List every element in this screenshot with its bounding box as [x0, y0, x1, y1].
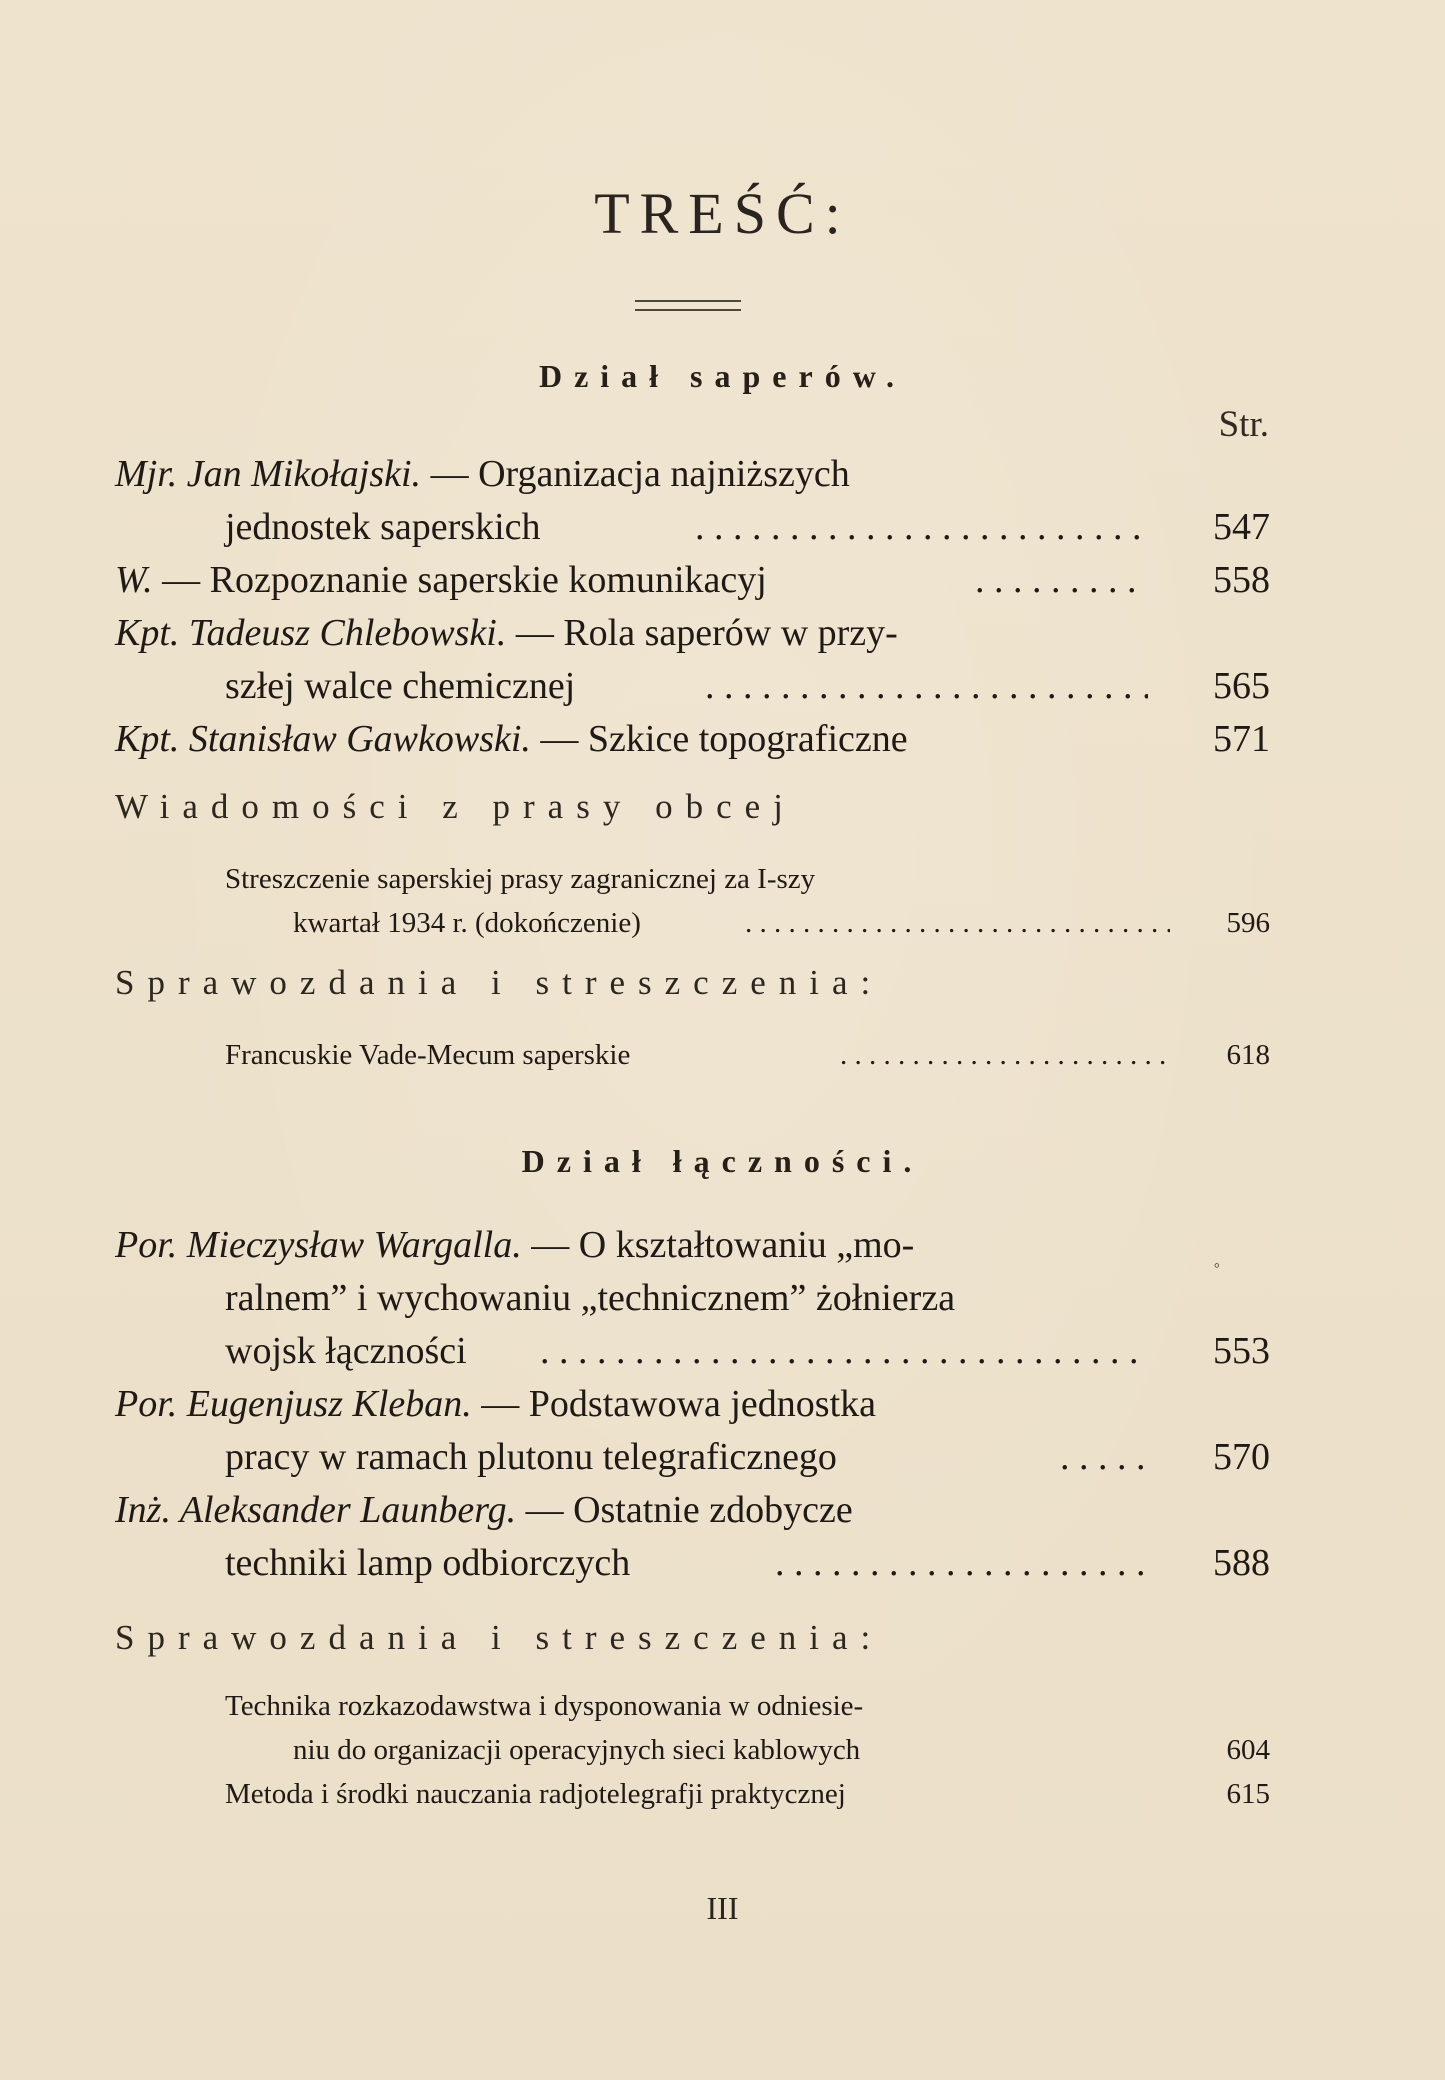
toc-entry-page: 565 — [1213, 665, 1270, 707]
toc-entry-technika-rozkazodawstwa[interactable] — [225, 1684, 1270, 1772]
toc-entry-author: Kpt. Stanisław Gawkowski. — [115, 718, 531, 760]
toc-entry-line — [225, 901, 1270, 945]
toc-entry-author: Por. Mieczysław Wargalla. — [115, 1224, 522, 1266]
dot-leader — [840, 1033, 1170, 1077]
toc-entry-line — [225, 1728, 1270, 1772]
dot-leader — [705, 660, 1148, 713]
toc-entry-author: Por. Eugenjusz Kleban. — [115, 1383, 472, 1425]
toc-entry-line — [225, 1772, 1270, 1816]
toc-entry-wargalla[interactable] — [115, 1219, 1270, 1378]
toc-entry-title: niu do organizacji operacyjnych sieci kablowych — [293, 1734, 861, 1766]
dot-leader — [695, 501, 1148, 554]
toc-entry-line — [115, 1431, 1270, 1484]
toc-entry-page: 604 — [1226, 1734, 1270, 1766]
toc-entry-title: pracy w ramach plutonu telegraficznego — [225, 1436, 837, 1478]
page-title: TREŚĆ: — [594, 181, 851, 246]
dot-leader — [540, 1325, 1148, 1378]
print-mark: ◦ — [1213, 1255, 1220, 1275]
toc-entry-streszczenie-prasy[interactable] — [225, 857, 1270, 945]
subsection-heading-sprawozdania-lacznosci: Sprawozdania i streszczenia: — [115, 1618, 884, 1657]
page-column-label: Str. — [1218, 404, 1269, 445]
section-heading-lacznosci: Dział łączności. — [521, 1143, 924, 1179]
toc-entry-page: 558 — [1213, 559, 1270, 601]
dot-leader — [1060, 1431, 1148, 1484]
toc-entry-page: 618 — [1226, 1039, 1270, 1071]
toc-entry-line — [115, 1272, 1270, 1325]
toc-entry-title: ralnem” i wychowaniu „technicznem” żołnierza — [225, 1277, 956, 1319]
toc-entry-line — [115, 713, 1270, 766]
toc-entry-page: 588 — [1213, 1542, 1270, 1584]
toc-entry-w[interactable] — [115, 554, 1270, 607]
toc-entry-line — [115, 1219, 1270, 1272]
toc-entry-title: — O kształtowaniu „mo- — [531, 1224, 915, 1266]
toc-entry-line — [115, 1537, 1270, 1590]
title-underline-rule — [635, 300, 741, 311]
toc-entry-line — [225, 1684, 1270, 1728]
toc-entry-title: Technika rozkazodawstwa i dysponowania w odniesie- — [225, 1690, 864, 1722]
toc-entry-author: Inż. Aleksander Launberg. — [115, 1489, 517, 1531]
toc-entry-title: — Organizacja najniższych — [430, 453, 850, 495]
toc-entry-author: Kpt. Tadeusz Chlebowski. — [115, 612, 507, 654]
toc-entry-title: Metoda i środki nauczania radjotelegrafji praktycznej — [225, 1778, 846, 1810]
toc-entry-page: 571 — [1213, 718, 1270, 760]
subsection-heading-sprawozdania-saperow: Sprawozdania i streszczenia: — [115, 963, 884, 1002]
toc-entry-metoda-nauczania[interactable] — [225, 1772, 1270, 1816]
toc-entry-line — [115, 448, 1270, 501]
toc-entry-title: Francuskie Vade-Mecum saperskie — [225, 1039, 631, 1071]
toc-entry-line — [115, 554, 1270, 607]
section-heading-saperow: Dział saperów. — [538, 358, 907, 394]
page-number-footer: III — [706, 1890, 739, 1926]
toc-entry-launberg[interactable] — [115, 1484, 1270, 1590]
toc-entry-title: techniki lamp odbiorczych — [225, 1542, 631, 1584]
toc-entry-gawkowski[interactable] — [115, 713, 1270, 766]
toc-entry-page: 547 — [1213, 506, 1270, 548]
toc-entry-mikolajski[interactable] — [115, 448, 1270, 554]
toc-entry-line — [115, 501, 1270, 554]
toc-entry-line — [115, 1484, 1270, 1537]
subsection-heading-prasy-obcej: Wiadomości z prasy obcej — [115, 787, 796, 826]
toc-entry-line — [225, 857, 1270, 901]
toc-entry-line — [115, 607, 1270, 660]
toc-entry-title: wojsk łączności — [225, 1330, 467, 1372]
toc-entry-title: Streszczenie saperskiej prasy zagranicznej za I-szy — [225, 863, 816, 895]
toc-entry-page: 596 — [1226, 907, 1270, 939]
toc-entry-line — [115, 1325, 1270, 1378]
dot-leader — [775, 1537, 1148, 1590]
toc-entry-page: 615 — [1226, 1778, 1270, 1810]
toc-entry-kleban[interactable] — [115, 1378, 1270, 1484]
toc-entry-title: jednostek saperskich — [225, 506, 541, 548]
toc-entry-line — [225, 1033, 1270, 1077]
toc-entry-title: — Rozpoznanie saperskie komunikacyj — [162, 559, 767, 601]
toc-entry-title: — Ostatnie zdobycze — [525, 1489, 853, 1531]
toc-entry-line — [115, 660, 1270, 713]
toc-entry-title: kwartał 1934 r. (dokończenie) — [293, 907, 641, 939]
toc-entry-title: szłej walce chemicznej — [225, 665, 576, 707]
toc-entry-title: — Podstawowa jednostka — [481, 1383, 877, 1425]
toc-entry-chlebowski[interactable] — [115, 607, 1270, 713]
toc-entry-page: 553 — [1213, 1330, 1270, 1372]
toc-entry-title: — Szkice topograficzne — [540, 718, 908, 760]
dot-leader — [975, 554, 1148, 607]
dot-leader — [745, 901, 1170, 945]
toc-entry-author: Mjr. Jan Mikołajski. — [115, 453, 422, 495]
toc-entry-page: 570 — [1213, 1436, 1270, 1478]
toc-entry-author: W. — [115, 559, 153, 601]
toc-entry-title: — Rola saperów w przy- — [515, 612, 898, 654]
toc-entry-vade-mecum[interactable] — [225, 1033, 1270, 1077]
toc-entry-line — [115, 1378, 1270, 1431]
